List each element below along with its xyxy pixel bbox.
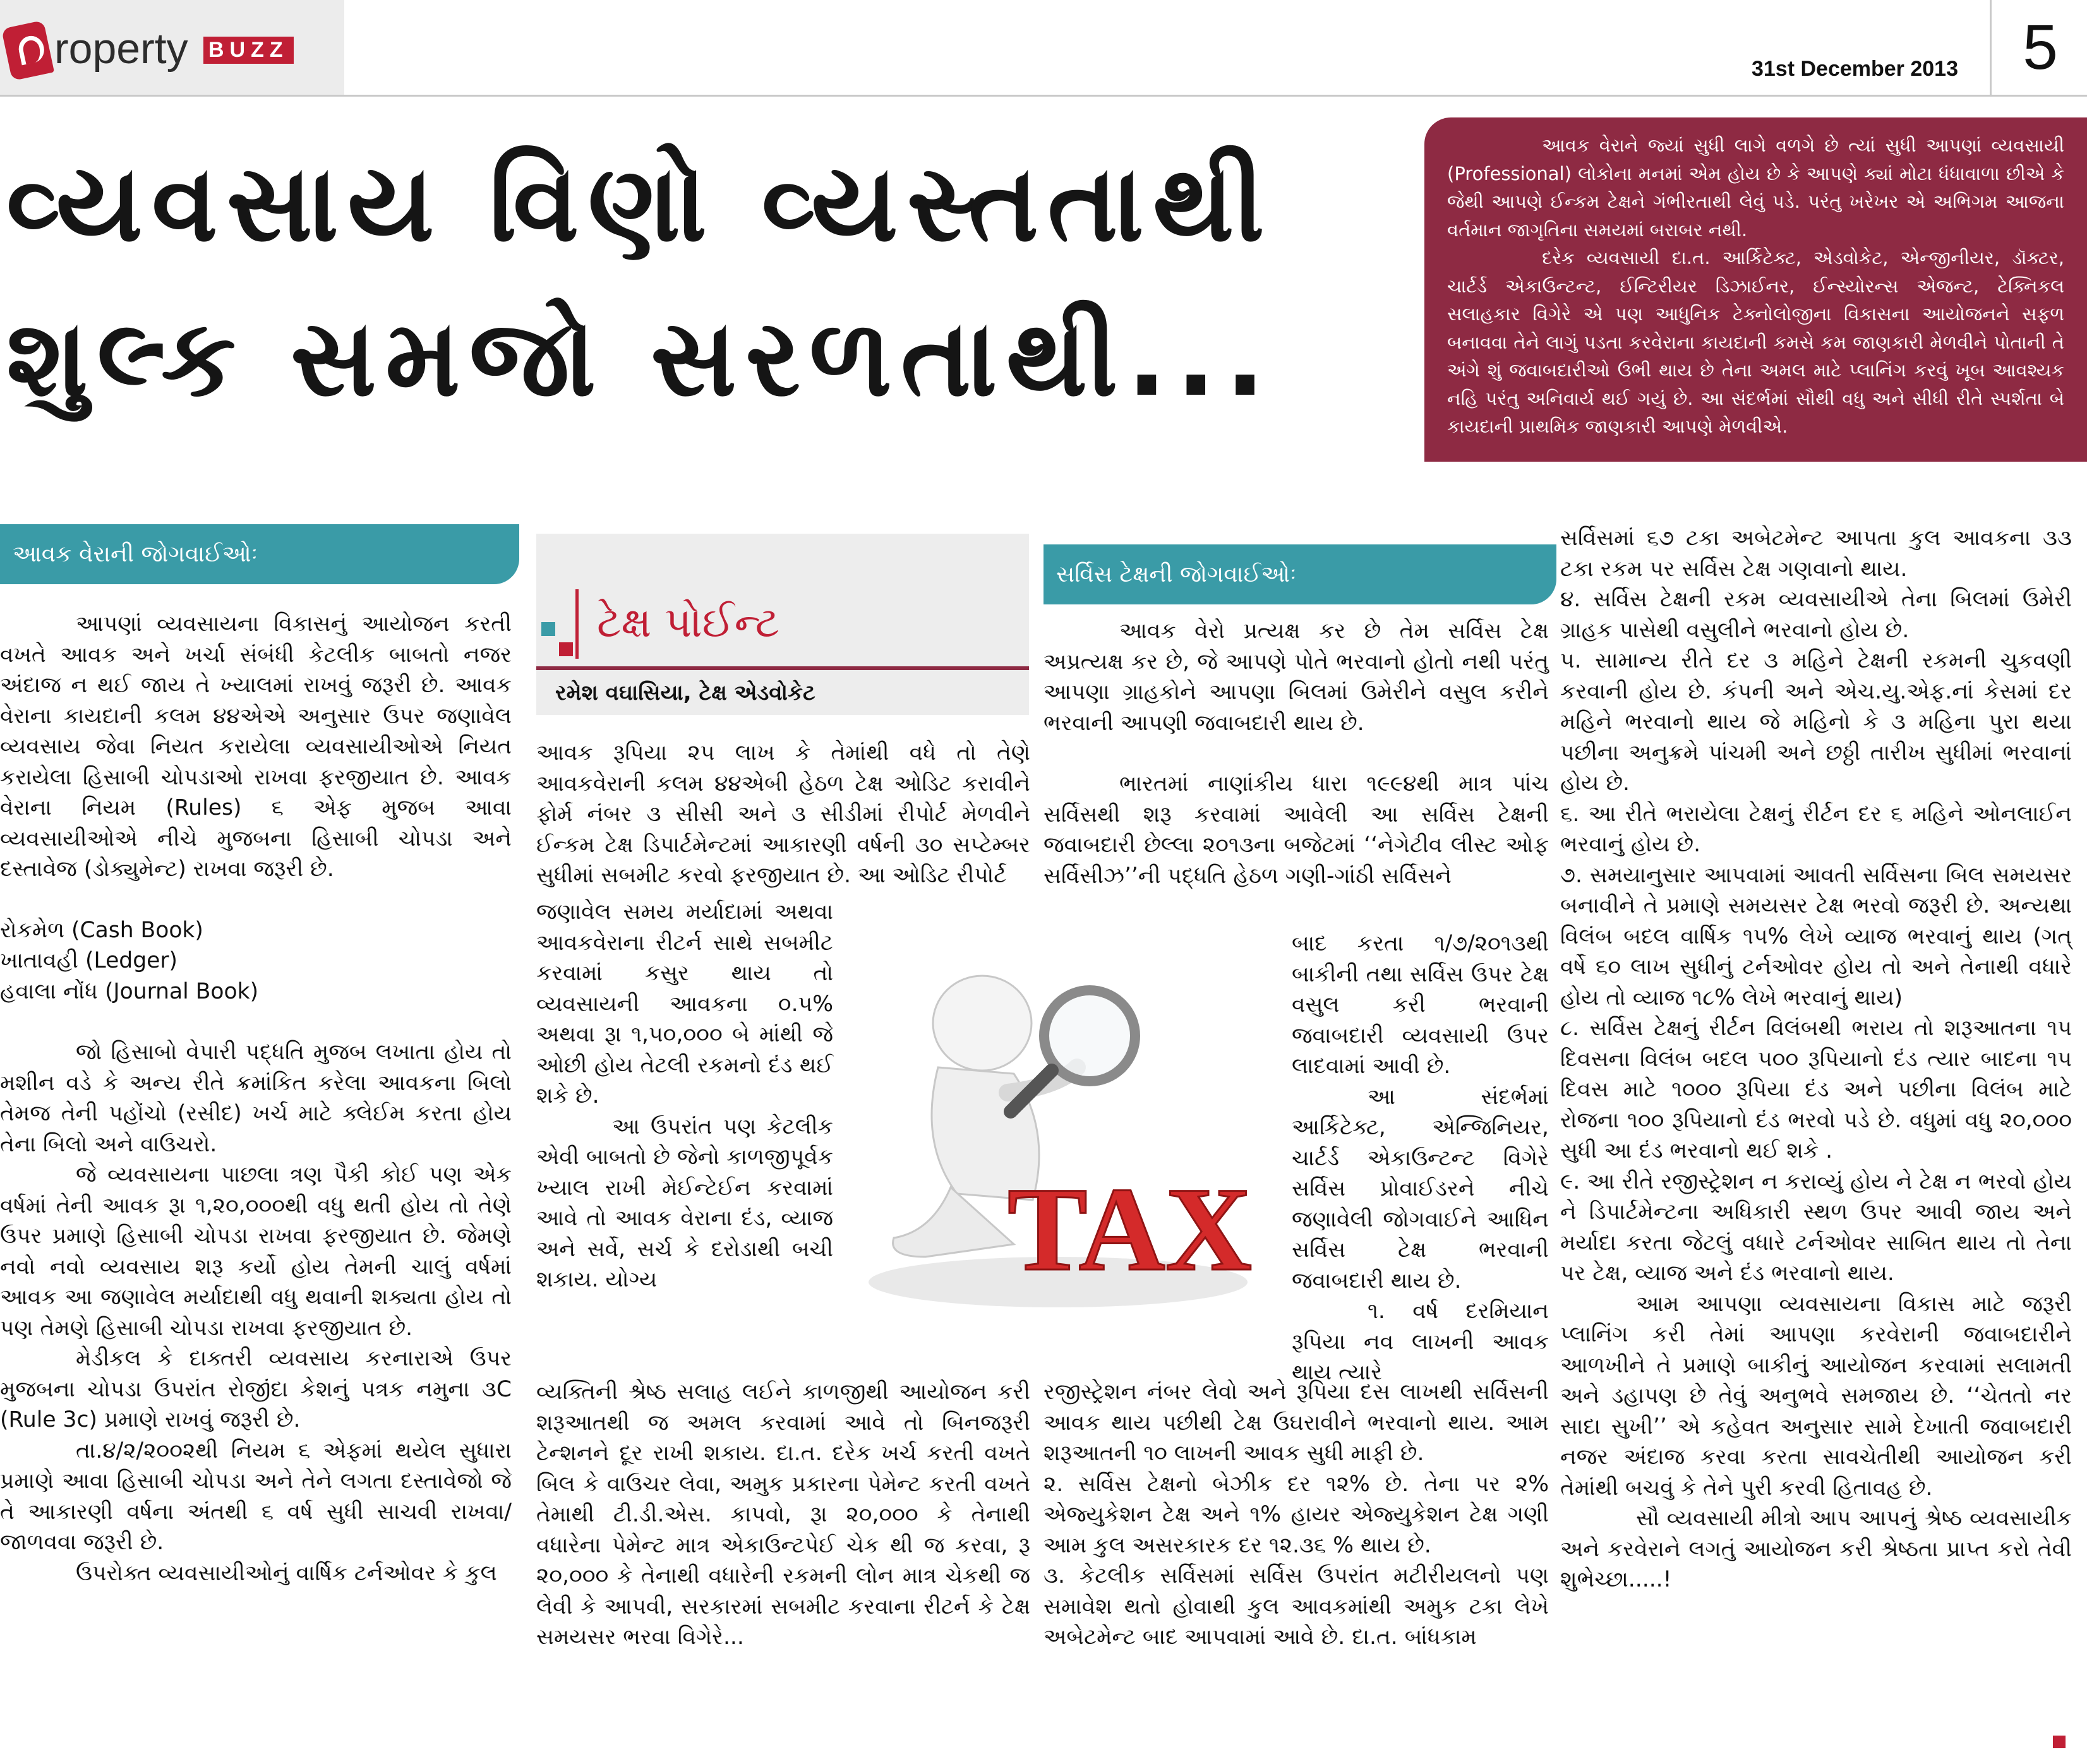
headline: વ્યવસાય વિણો વ્યસ્તતાથી શુલ્ક સમજો સરળતાથી... <box>6 141 1274 420</box>
section-header-income-tax: આવક વેરાની જોગવાઈઓઃ <box>0 524 519 584</box>
tax-magnifier-illustration <box>850 941 1292 1333</box>
issue-date: 31st December 2013 <box>1751 57 1958 81</box>
paragraph: ૭. સમયાનુસાર આપવામાં આવતી સર્વિસના બિલ સમયસર બનાવીને તે પ્રમાણે સમયસર ટેક્ષ ભરવો જરૂરી છે. અન્યથા વિલંબ બદલ વાર્ષિક ૧૫% લેખે વ્યાજ ભરવાનું થાય (ગત્ વર્ષે ૬૦ લાખ સુધીનું ટર્નઓવર હોય તો અને તેનાથી વધારે હોય તો વ્યાજ ૧૮% લેખે ભરવાનું થાય) <box>1560 862 2072 1011</box>
page-number: 5 <box>1990 0 2087 95</box>
paragraph: આવક રૂપિયા ૨૫ લાખ કે તેમાંથી વધે તો તેણે આવકવેરાની કલમ ૪૪એબી હેઠળ ટેક્ષ ઓડિટ કરાવીને ફોર્મ નંબર ૩ સીસી અને ૩ સીડીમાં રીપોર્ટ મેળવીને ઈન્કમ ટેક્ષ ડિપાર્ટમેન્ટમાં આકારણી વર્ષની ૩૦ સપ્ટેમ્બર સુધીમાં સબમીટ કરવો ફરજીયાત છે. આ ઓડિટ રીપોર્ટ <box>536 740 1030 888</box>
article-column-4 <box>1560 523 2072 1595</box>
paragraph: તા.૪/૨/૨૦૦૨થી નિયમ ૬ એફમાં થયેલ સુધારા પ્રમાણે આવા હિસાબી ચોપડા અને તેને લગતા દસ્તાવેજો જે તે આકારણી વર્ષના અંતથી ૬ વર્ષ સુધી સાચવી રાખવા/જાળવવા જરૂરી છે. <box>0 1437 512 1555</box>
paragraph: સૌ વ્યવસાયી મીત્રો આપ આપનું શ્રેષ્ઠ વ્યવસાયીક અને કરવેરાને લગતું આયોજન કરી શ્રેષ્ઠતા પ્રાપ્ત કરો તેવી શુભેચ્છા.....! <box>1560 1506 2072 1592</box>
logo-text: roperty <box>54 25 188 73</box>
paragraph: આપણાં વ્યવસાયના વિકાસનું આયોજન કરતી વખતે આવક અને ખર્ચા સંબંધી કેટલીક બાબતો નજર અંદાજ ન થઈ જાય તે ખ્યાલમાં રાખવું જરૂરી છે. આવક વેરાના કાયદાની કલમ ૪૪એએ અનુસાર ઉપર જણાવેલ વ્યવસાય જેવા નિયત કરાયેલા વ્યવસાયીઓએ નિયત કરાયેલા હિસાબી ચોપડાઓ રાખવા ફરજીયાત છે. આવક વેરાના નિયમ (Rules) ૬ એફ મુજબ આવા વ્યવસાયીઓએ નીચે મુજબના હિસાબી ચોપડા અને દસ્તાવેજ (ડોક્યુમેન્ટ) રાખવા જરૂરી છે. <box>0 611 512 882</box>
paragraph: ૯. આ રીતે રજીસ્ટ્રેશન ન કરાવ્યું હોય ને ટેક્ષ ન ભરવો હોય ને ડિપાર્ટમેન્ટના અધિકારી સ્થળ ઉપર આવી જાય અને મર્યાદા કરતા જેટલું વધારે ટર્નઓવર સાબિત થાય તો તેના પર ટેક્ષ, વ્યાજ અને દંડ ભરવાનો થાય. <box>1560 1168 2072 1286</box>
paragraph: ૨. સર્વિસ ટેક્ષનો બેઝીક દર ૧૨% છે. તેના પર ૨% એજ્યુકેશન ટેક્ષ અને ૧% હાયર એજ્યુકેશન ટેક્ષ ગણી આમ કુલ અસરકારક દર ૧૨.૩૬ % થાય છે. <box>1044 1471 1549 1558</box>
tax-word: TAX <box>1007 1163 1253 1296</box>
paragraph: ૪. સર્વિસ ટેક્ષની રકમ વ્યવસાયીએ તેના બિલમાં ઉમેરી ગ્રાહક પાસેથી વસુલીને ભરવાનો હોય છે. <box>1560 587 2072 643</box>
logo-mark-icon <box>1 20 54 81</box>
column-title: ટેક્ષ પોઈન્ટ <box>597 598 780 647</box>
decor-square-icon <box>559 642 573 656</box>
intro-box <box>1424 117 2087 462</box>
decor-bar <box>575 589 579 659</box>
paragraph: જે વ્યવસાયના પાછલા ત્રણ પૈકી કોઈ પણ એક વર્ષમાં તેની આવક રૂા ૧,૨૦,૦૦૦થી વધુ થતી હોય તો તેણે ઉપર પ્રમાણે હિસાબી ચોપડા રાખવા ફરજીયાત છે. જેમણે નવો નવો વ્યવસાય શરૂ કર્યો હોય તેમની ચાલું વર્ષમાં આવક આ જણાવેલ મર્યાદાથી વધુ થવાની શક્યતા હોય તો પણ તેમણે હિસાબી ચોપડા રાખવા ફરજીયાત છે. <box>0 1162 512 1341</box>
author-byline: રમેશ વઘાસિયા, ટેક્ષ એડવોકેટ <box>555 680 815 705</box>
paragraph: રજીસ્ટ્રેશન નંબર લેવો અને રૂપિયા દસ લાખથી સર્વિસની આવક થાય પછીથી ટેક્ષ ઉઘરાવીને ભરવાનો થાય. આમ શરૂઆતની ૧૦ લાખની આવક સુધી માફી છે. <box>1044 1379 1549 1466</box>
logo <box>0 0 344 95</box>
intro-paragraph: દરેક વ્યવસાયી દા.ત. આર્કિટેક્ટ, એડવોકેટ, એન્જીનીયર, ડૉક્ટર, ચાર્ટર્ડ એકાઉન્ટન્ટ, ઈન્ટિરીયર ડિઝાઈનર, ઈન્સ્યોરન્સ એજન્ટ, ટેક્નિકલ સલાહકાર વિગેરે એ પણ આધુનિક ટેક્નોલોજીના વિકાસના આયોજનને સફળ બનાવવા તેને લાગું પડતા કરવેરાના કાયદાની કમસે કમ જાણકારી મેળવીને પોતાની તે અંગે શું જવાબદારીઓ ઉભી થાય છે તેના અમલ માટે પ્લાનિંગ કરવું ખૂબ આવશ્યક નહિ પરંતુ અનિવાર્ય થઈ ગયું છે. આ સંદર્ભમાં સૌથી વધુ અને સીધી રીતે સ્પર્શતા બે કાયદાની પ્રાથમિક જાણકારી આપણે મેળવીએ. <box>1447 247 2064 437</box>
header-divider <box>0 95 2087 97</box>
list-item: ખાતાવહી (Ledger) <box>0 948 177 973</box>
column-byline-box <box>536 534 1029 715</box>
article-column-2-bottom <box>536 1377 1030 1653</box>
decor-square-icon <box>541 622 555 636</box>
paragraph: મેડીકલ કે દાક્તરી વ્યવસાય કરનારાએ ઉપર મુજબના ચોપડા ઉપરાંત રોજીંદા કેશનું પત્રક નમુના ૩C (Rule 3c) પ્રમાણે રાખવું જરૂરી છે. <box>0 1346 512 1432</box>
article-column-2-top <box>536 738 1030 891</box>
paragraph: આમ આપણા વ્યવસાયના વિકાસ માટે જરૂરી પ્લાનિંગ કરી તેમાં આપણા કરવેરાની જવાબદારીને આળખીને તે પ્રમાણે બાકીનું આયોજન કરવામાં સલામતી અને ડહાપણ છે તેવું અનુભવે સમજાય છે. ‘‘ચેતતો નર સાદા સુખી’’ એ કહેવત અનુસાર સામે દેખાતી જવાબદારી નજર અંદાજ કરવા કરતા સાવચેતીથી આયોજન કરી તેમાંથી બચવું કે તેને પુરી કરવી હિતાવહ છે. <box>1560 1291 2072 1501</box>
list-item: હવાલા નોંધ (Journal Book) <box>0 978 259 1004</box>
paragraph: ૬. આ રીતે ભરાયેલા ટેક્ષનું રીર્ટન દર ૬ મહિને ઓનલાઈન ભરવાનું હોય છે. <box>1560 801 2072 857</box>
paragraph: બાદ કરતા ૧/૭/૨૦૧૩થી બાકીની તથા સર્વિસ ઉપર ટેક્ષ વસુલ કરી ભરવાની જવાબદારી વ્યવસાયી ઉપર લાદવામાં આવી છે. <box>1292 931 1549 1079</box>
paragraph: વ્યક્તિની શ્રેષ્ઠ સલાહ લઈને કાળજીથી આયોજન કરી શરૂઆતથી જ અમલ કરવામાં આવે તો બિનજરૂરી ટેન્શનને દૂર રાખી શકાય. દા.ત. દરેક ખર્ચ કરતી વખતે બિલ કે વાઉચર લેવા, અમુક પ્રકારના પેમેન્ટ કરતી વખતે તેમાથી ટી.ડી.એસ. કાપવો, રૂા ૨૦,૦૦૦ કે તેનાથી વધારેના પેમેન્ટ માત્ર એકાઉન્ટપેઈ ચેક થી જ કરવા, રૂ ૨૦,૦૦૦ કે તેનાથી વધારેની રકમની લોન માત્ર ચેકથી જ લેવી કે આપવી, સરકારમાં સબમીટ કરવાના રીટર્ન કે ટેક્ષ સમયસર ભરવા વિગેરે... <box>536 1379 1030 1650</box>
paragraph: આ સંદર્ભમાં આર્કિટેક્ટ, એન્જિનિયર, ચાર્ટર્ડ એકાઉન્ટન્ટ વિગેરે સર્વિસ પ્રોવાઈડરને નીચે જણાવેલી જોગવાઈને આધિન સર્વિસ ટેક્ષ ભરવાની જવાબદારી થાય છે. <box>1292 1084 1549 1293</box>
paragraph: ૮. સર્વિસ ટેક્ષનું રીર્ટન વિલંબથી ભરાય તો શરૂઆતના ૧૫ દિવસના વિલંબ બદલ ૫૦૦ રૂપિયાનો દંડ ત્યાર બાદના ૧૫ દિવસ માટે ૧૦૦૦ રૂપિયા દંડ અને પછીના વિલંબ માટે રોજના ૧૦૦ રૂપિયાનો દંડ ભરવો પડે છે. વધુમાં વધુ ૨૦,૦૦૦ સુધી આ દંડ ભરવાનો થઈ શકે . <box>1560 1016 2072 1163</box>
article-column-2-narrow <box>536 897 833 1295</box>
end-of-article-mark-icon <box>2053 1736 2066 1748</box>
paragraph: જણાવેલ સમય મર્યાદામાં અથવા આવકવેરાના રીટર્ન સાથે સબમીટ કરવામાં કસુર થાય તો વ્યવસાયની આવકના ૦.૫% અથવા રૂા ૧,૫૦,૦૦૦ બે માંથી જે ઓછી હોય તેટલી રકમનો દંડ થઈ શકે છે. <box>536 899 833 1108</box>
paragraph: ૩. કેટલીક સર્વિસમાં સર્વિસ ઉપરાંત મટીરીયલનો પણ સમાવેશ થતો હોવાથી કુલ આવકમાંથી અમુક ટકા લેખે અબેટમેન્ટ બાદ આપવામાં આવે છે. દા.ત. બાંધકામ <box>1044 1563 1549 1650</box>
paragraph: સર્વિસમાં ૬૭ ટકા અબેટમેન્ટ આપતા કુલ આવકના ૩૩ ટકા રકમ પર સર્વિસ ટેક્ષ ગણવાનો થાય. <box>1560 525 2072 582</box>
article-column-3-top <box>1044 616 1549 891</box>
list-item: રોકમેળ (Cash Book) <box>0 917 203 943</box>
article-column-3-narrow <box>1292 928 1549 1388</box>
article-column-1 <box>0 609 512 1588</box>
paragraph: ભારતમાં નાણાંકીય ધારા ૧૯૯૪થી માત્ર પાંચ સર્વિસથી શરૂ કરવામાં આવેલી આ સર્વિસ ટેક્ષની જવાબદારી છેલ્લા ૨૦૧૩ના બજેટમાં ‘‘નેગેટીવ લીસ્ટ ઓફ સર્વિસીઝ’’ની પદ્ધતિ હેઠળ ગણી-ગાંઠી સર્વિસને <box>1044 771 1549 889</box>
paragraph: ઉપરોક્ત વ્યવસાયીઓનું વાર્ષિક ટર્નઓવર કે કુલ <box>76 1560 497 1586</box>
paragraph: આવક વેરો પ્રત્યક્ષ કર છે તેમ સર્વિસ ટેક્ષ અપ્રત્યક્ષ કર છે, જે આપણે પોતે ભરવાનો હોતો નથી પરંતુ આપણા ગ્રાહકોને આપણા બિલમાં ઉમેરીને વસુલ કરીને ભરવાની આપણી જવાબદારી થાય છે. <box>1044 618 1549 736</box>
section-header-service-tax: સર્વિસ ટેક્ષની જોગવાઈઓઃ <box>1044 544 1556 604</box>
intro-paragraph: આવક વેરાને જ્યાં સુધી લાગે વળગે છે ત્યાં સુધી આપણાં વ્યવસાયી (Professional) લોકોના મનમાં એમ હોય છે કે આપણે ક્યાં મોટા ધંધાવાળા છીએ કે જેથી આપણે ઈન્કમ ટેક્ષને ગંભીરતાથી લેવું પડે. પરંતુ ખરેખર એ અભિગમ આજના વર્તમાન જાગૃતિના સમયમાં બરાબર નથી. <box>1447 135 2064 241</box>
paragraph: ૧. વર્ષ દરમિયાન રૂપિયા નવ લાખની આવક થાય ત્યારે <box>1292 1299 1549 1385</box>
paragraph: ૫. સામાન્ય રીતે દર ૩ મહિને ટેક્ષની રકમની ચુકવણી કરવાની હોય છે. કંપની અને એચ.યુ.એફ.નાં કેસમાં દર મહિને ભરવાનો થાય જે મહિનો કે ૩ મહિના પુરા થયા પછીના અનુક્રમે પાંચમી અને છઠ્ઠી તારીખ સુધીમાં ભરવાનાં હોય છે. <box>1560 648 2072 796</box>
paragraph: જો હિસાબો વેપારી પદ્ધતિ મુજબ લખાતા હોય તો મશીન વડે કે અન્ય રીતે ક્રમાંકિત કરેલા આવકના બિલો તેમજ તેની પહોંચો (રસીદ) ખર્ચ માટે ક્લેઈમ કરતા હોય તેના બિલો અને વાઉચરો. <box>0 1040 512 1157</box>
paragraph: આ ઉપરાંત પણ કેટલીક એવી બાબતો છે જેનો કાળજીપૂર્વક ખ્યાલ રાખી મેઈન્ટેઈન કરવામાં આવે તો આવક વેરાના દંડ, વ્યાજ અને સર્વે, સર્ચ કે દરોડાથી બચી શકાય. યોગ્ય <box>536 1113 833 1292</box>
logo-badge: BUZZ <box>203 37 294 64</box>
article-column-3-bottom <box>1044 1377 1549 1653</box>
